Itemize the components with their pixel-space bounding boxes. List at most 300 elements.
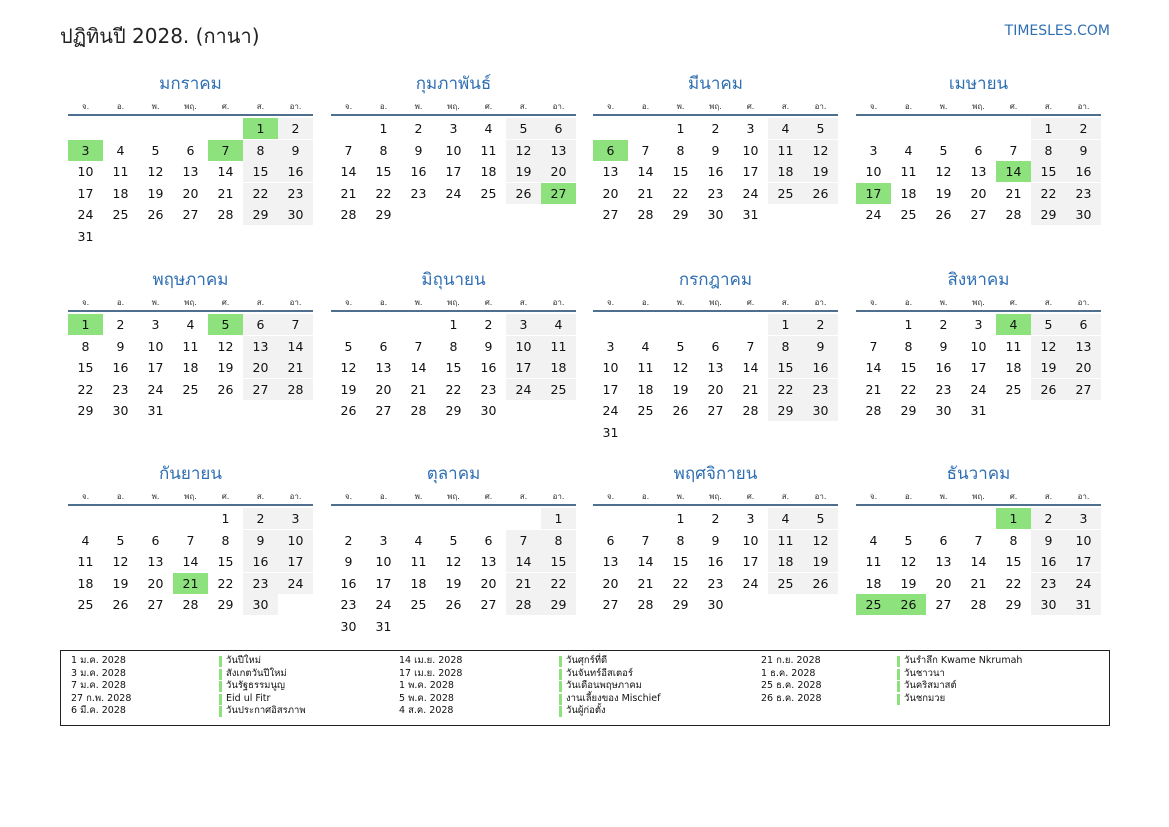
weekday-header: พ.	[939, 492, 948, 501]
day-cell: 12	[112, 554, 129, 570]
day-cell: 8	[379, 142, 388, 158]
day-cell: 15	[672, 554, 689, 570]
weekday-header: ศ.	[484, 102, 493, 111]
day-cell: 19	[803, 551, 838, 572]
days-grid	[593, 314, 838, 444]
legend-entry	[897, 680, 1022, 693]
day-cell: 20	[375, 381, 392, 397]
weekday-header: จ.	[344, 492, 353, 501]
legend-entry	[559, 705, 660, 718]
day-cell: 21	[742, 381, 759, 397]
day-cell: 30	[112, 403, 129, 419]
day-cell: 1	[676, 511, 685, 526]
day-cell: 31	[375, 619, 392, 634]
days-grid	[593, 118, 838, 248]
day-cell: 28	[637, 207, 654, 223]
day-cell: 18	[410, 575, 427, 591]
legend-holiday-name: วันรัฐธรรมนูญ	[226, 680, 286, 691]
day-cell: 19	[900, 575, 917, 591]
day-cell: 4	[869, 532, 878, 548]
legend-entry	[219, 655, 306, 668]
month-block	[68, 70, 313, 248]
day-cell: 5	[676, 338, 685, 354]
legend-holiday-name: วันรำลึก Kwame Nkrumah	[904, 655, 1023, 666]
legend-date: 26 ธ.ค. 2028	[761, 692, 822, 704]
day-cell: 16	[1066, 161, 1101, 182]
day-cell: 10	[742, 532, 759, 548]
weekday-header-row	[856, 488, 1101, 506]
day-cell: 19	[803, 161, 838, 182]
day-cell: 7	[506, 530, 541, 551]
day-cell: 18	[541, 357, 576, 378]
day-cell: 4	[641, 338, 650, 354]
day-cell: 14	[742, 360, 759, 376]
day-cell: 24	[375, 597, 392, 613]
day-cell: 4	[768, 508, 803, 529]
weekday-header: จ.	[869, 492, 878, 501]
day-cell: 23	[1066, 183, 1101, 204]
day-cell: 5	[904, 532, 913, 548]
day-cell: 24	[147, 381, 164, 397]
day-cell: 8	[541, 530, 576, 551]
day-cell: 26	[672, 403, 689, 419]
holiday-marker	[219, 694, 222, 705]
legend-name-column	[219, 655, 306, 718]
weekday-header-row	[68, 488, 313, 506]
weekday-header: ส.	[781, 492, 790, 501]
days-grid	[68, 508, 313, 638]
day-cell: 22	[768, 379, 803, 400]
weekday-header: จ.	[344, 298, 353, 307]
day-cell: 13	[1066, 336, 1101, 357]
day-cell: 29	[243, 204, 278, 225]
holiday-marker	[897, 681, 900, 692]
day-cell: 1	[768, 314, 803, 335]
day-cell: 26	[147, 207, 164, 223]
weekday-header-row	[331, 98, 576, 116]
day-cell: 4	[904, 142, 913, 158]
legend-holiday-name: สังเกตวันปีใหม่	[226, 667, 287, 679]
day-cell: 31	[147, 403, 164, 419]
day-cell: 4	[116, 142, 125, 158]
weekday-header: พฤ.	[709, 102, 722, 111]
legend-date: 21 ก.ย. 2028	[761, 655, 821, 666]
weekday-header-row	[593, 294, 838, 312]
day-cell: 2	[278, 118, 313, 139]
day-cell: 22	[541, 573, 576, 594]
weekday-header: ศ.	[746, 298, 755, 307]
day-cell: 29	[77, 403, 94, 419]
weekday-header: พ.	[676, 102, 685, 111]
day-cell: 18	[77, 575, 94, 591]
legend-holiday-name: วันปีใหม่	[226, 655, 262, 666]
holiday-marker	[559, 669, 562, 680]
days-grid	[68, 314, 313, 444]
weekday-header: ส.	[519, 298, 528, 307]
weekday-header: อา.	[289, 492, 302, 501]
day-cell: 27	[480, 597, 497, 613]
day-cell: 15	[375, 164, 392, 180]
day-cell: 20	[1066, 357, 1101, 378]
weekday-header: พ.	[676, 298, 685, 307]
weekday-header: พฤ.	[709, 298, 722, 307]
day-cell: 27	[1066, 379, 1101, 400]
holiday-day-cell: 1	[996, 508, 1031, 529]
day-cell: 20	[541, 161, 576, 182]
day-cell: 2	[1031, 508, 1066, 529]
weekday-header: ส.	[519, 492, 528, 501]
day-cell: 19	[147, 185, 164, 201]
day-cell: 3	[974, 317, 983, 332]
day-cell: 15	[445, 360, 462, 376]
day-cell: 16	[803, 357, 838, 378]
day-cell: 4	[768, 118, 803, 139]
day-cell: 22	[243, 183, 278, 204]
holiday-marker	[559, 656, 562, 667]
day-cell: 28	[970, 597, 987, 613]
day-cell: 25	[768, 573, 803, 594]
day-cell: 9	[484, 338, 493, 354]
weekday-header: อา.	[552, 298, 565, 307]
day-cell: 22	[1005, 575, 1022, 591]
weekday-header: ศ.	[746, 102, 755, 111]
day-cell: 25	[182, 381, 199, 397]
day-cell: 2	[711, 511, 720, 526]
day-cell: 23	[1031, 573, 1066, 594]
day-cell: 22	[445, 381, 462, 397]
month-block	[68, 460, 313, 638]
weekday-header-row	[331, 488, 576, 506]
day-cell: 10	[506, 336, 541, 357]
day-cell: 10	[602, 360, 619, 376]
day-cell: 5	[344, 338, 353, 354]
day-cell: 7	[641, 142, 650, 158]
day-cell: 6	[379, 338, 388, 354]
holiday-marker	[219, 681, 222, 692]
day-cell: 22	[375, 185, 392, 201]
holiday-legend	[60, 650, 1110, 726]
day-cell: 16	[112, 360, 129, 376]
day-cell: 23	[480, 381, 497, 397]
day-cell: 20	[935, 575, 952, 591]
day-cell: 22	[900, 381, 917, 397]
day-cell: 3	[379, 532, 388, 548]
weekday-header-row	[68, 98, 313, 116]
day-cell: 12	[445, 554, 462, 570]
weekday-header: อ.	[641, 492, 650, 501]
legend-holiday-name: วันชกมวย	[904, 692, 946, 704]
weekday-header: อา.	[814, 492, 827, 501]
month-name: มิถุนายน	[421, 270, 486, 290]
weekday-header: ศ.	[484, 298, 493, 307]
day-cell: 21	[278, 357, 313, 378]
weekday-header-row	[331, 294, 576, 312]
month-block	[593, 70, 838, 248]
day-cell: 13	[602, 164, 619, 180]
weekday-header: อา.	[289, 298, 302, 307]
legend-entry	[219, 680, 306, 693]
day-cell: 21	[865, 381, 882, 397]
day-cell: 17	[602, 381, 619, 397]
day-cell: 29	[672, 597, 689, 613]
day-cell: 9	[1066, 140, 1101, 161]
day-cell: 6	[1066, 314, 1101, 335]
day-cell: 22	[217, 575, 234, 591]
day-cell: 9	[278, 140, 313, 161]
day-cell: 14	[506, 551, 541, 572]
day-cell: 16	[340, 575, 357, 591]
legend-holiday-name: วันคริสมาสต์	[904, 680, 957, 691]
day-cell: 19	[935, 185, 952, 201]
weekday-header-row	[856, 98, 1101, 116]
day-cell: 9	[414, 142, 423, 158]
day-cell: 16	[480, 360, 497, 376]
day-cell: 12	[803, 530, 838, 551]
weekday-header: ศ.	[1009, 102, 1018, 111]
day-cell: 28	[742, 403, 759, 419]
day-cell: 5	[803, 508, 838, 529]
day-cell: 11	[865, 554, 882, 570]
day-cell: 21	[340, 185, 357, 201]
day-cell: 28	[182, 597, 199, 613]
legend-entry	[897, 693, 1022, 706]
day-cell: 2	[116, 317, 125, 332]
day-cell: 7	[746, 338, 755, 354]
legend-date: 6 มี.ค. 2028	[71, 705, 126, 716]
day-cell: 24	[742, 575, 759, 591]
day-cell: 16	[410, 164, 427, 180]
day-cell: 2	[414, 121, 423, 136]
day-cell: 17	[742, 164, 759, 180]
day-cell: 15	[672, 164, 689, 180]
holiday-day-cell: 1	[68, 314, 103, 335]
weekday-header: ส.	[1044, 492, 1053, 501]
day-cell: 7	[278, 314, 313, 335]
day-cell: 15	[541, 551, 576, 572]
month-block	[68, 266, 313, 444]
legend-holiday-name: วันศุกร์ที่ดี	[566, 655, 608, 666]
day-cell: 26	[445, 597, 462, 613]
day-cell: 13	[541, 140, 576, 161]
day-cell: 27	[970, 207, 987, 223]
legend-date: 7 ม.ค. 2028	[71, 680, 126, 691]
weekday-header: อา.	[1077, 298, 1090, 307]
holiday-day-cell: 14	[996, 161, 1031, 182]
day-cell: 21	[1005, 185, 1022, 201]
day-cell: 4	[186, 317, 195, 332]
day-cell: 30	[340, 619, 357, 634]
day-cell: 20	[602, 185, 619, 201]
day-cell: 1	[449, 317, 458, 332]
day-cell: 2	[803, 314, 838, 335]
day-cell: 27	[602, 207, 619, 223]
day-cell: 16	[243, 551, 278, 572]
weekday-header: อา.	[1077, 102, 1090, 111]
legend-date: 25 ธ.ค. 2028	[761, 680, 822, 691]
day-cell: 25	[541, 379, 576, 400]
day-cell: 14	[637, 554, 654, 570]
weekday-header: พฤ.	[972, 102, 985, 111]
legend-name-column	[559, 655, 660, 718]
day-cell: 19	[1031, 357, 1066, 378]
day-cell: 8	[81, 338, 90, 354]
day-cell: 17	[375, 575, 392, 591]
day-cell: 26	[112, 597, 129, 613]
legend-date: 17 เม.ย. 2028	[399, 667, 463, 679]
day-cell: 6	[243, 314, 278, 335]
day-cell: 2	[484, 317, 493, 332]
day-cell: 7	[344, 142, 353, 158]
legend-entry	[897, 668, 1022, 681]
day-cell: 29	[672, 207, 689, 223]
legend-holiday-name: งานเลี้ยงของ Mischief	[566, 692, 661, 704]
day-cell: 25	[410, 597, 427, 613]
weekday-header: อ.	[641, 298, 650, 307]
day-cell: 8	[1031, 140, 1066, 161]
day-cell: 31	[742, 207, 759, 223]
weekday-header: จ.	[81, 102, 90, 111]
legend-holiday-name: วันจันทร์อีสเตอร์	[566, 667, 633, 679]
day-cell: 28	[1005, 207, 1022, 223]
day-cell: 15	[243, 161, 278, 182]
day-cell: 10	[278, 530, 313, 551]
day-cell: 16	[1031, 551, 1066, 572]
day-cell: 26	[340, 403, 357, 419]
holiday-marker	[559, 694, 562, 705]
legend-holiday-name: Eid ul Fitr	[226, 692, 271, 704]
day-cell: 3	[506, 314, 541, 335]
day-cell: 28	[637, 597, 654, 613]
day-cell: 11	[182, 338, 199, 354]
day-cell: 30	[480, 403, 497, 419]
day-cell: 28	[217, 207, 234, 223]
day-cell: 21	[637, 185, 654, 201]
day-cell: 27	[602, 597, 619, 613]
weekday-header: อ.	[379, 492, 388, 501]
weekday-header: จ.	[81, 298, 90, 307]
day-cell: 29	[900, 403, 917, 419]
weekday-header: ส.	[256, 298, 265, 307]
day-cell: 16	[278, 161, 313, 182]
day-cell: 23	[243, 573, 278, 594]
day-cell: 31	[602, 425, 619, 440]
holiday-marker	[559, 706, 562, 717]
day-cell: 17	[970, 360, 987, 376]
day-cell: 1	[1031, 118, 1066, 139]
days-grid	[856, 118, 1101, 248]
weekday-header: อ.	[116, 298, 125, 307]
day-cell: 16	[935, 360, 952, 376]
day-cell: 3	[746, 511, 755, 526]
legend-entry	[897, 655, 1022, 668]
day-cell: 11	[637, 360, 654, 376]
day-cell: 9	[344, 554, 353, 570]
day-cell: 27	[935, 597, 952, 613]
weekday-header: อา.	[552, 102, 565, 111]
weekday-header: จ.	[606, 102, 615, 111]
day-cell: 8	[768, 336, 803, 357]
day-cell: 20	[707, 381, 724, 397]
month-name: มกราคม	[159, 74, 222, 94]
day-cell: 3	[1066, 508, 1101, 529]
day-cell: 3	[869, 142, 878, 158]
weekday-header: พ.	[151, 298, 160, 307]
day-cell: 24	[865, 207, 882, 223]
day-cell: 5	[1031, 314, 1066, 335]
weekday-header: ส.	[1044, 298, 1053, 307]
month-name: กรกฎาคม	[678, 270, 753, 290]
day-cell: 10	[865, 164, 882, 180]
day-cell: 12	[217, 338, 234, 354]
month-block	[331, 460, 576, 638]
day-cell: 5	[116, 532, 125, 548]
day-cell: 28	[506, 594, 541, 615]
weekday-header: ส.	[256, 492, 265, 501]
day-cell: 14	[182, 554, 199, 570]
day-cell: 10	[445, 142, 462, 158]
weekday-header-row	[68, 294, 313, 312]
day-cell: 31	[1066, 594, 1101, 615]
month-name: สิงหาคม	[947, 270, 1010, 290]
weekday-header: อา.	[814, 102, 827, 111]
weekday-header: พ.	[939, 298, 948, 307]
day-cell: 21	[410, 381, 427, 397]
day-cell: 23	[707, 185, 724, 201]
days-grid	[68, 118, 313, 248]
day-cell: 24	[445, 185, 462, 201]
day-cell: 13	[147, 554, 164, 570]
holiday-marker	[219, 669, 222, 680]
day-cell: 18	[480, 164, 497, 180]
weekday-header: พฤ.	[972, 298, 985, 307]
day-cell: 5	[939, 142, 948, 158]
days-grid	[856, 314, 1101, 444]
day-cell: 13	[935, 554, 952, 570]
month-block	[593, 460, 838, 638]
day-cell: 17	[147, 360, 164, 376]
day-cell: 13	[243, 336, 278, 357]
weekday-header: ส.	[781, 298, 790, 307]
day-cell: 14	[217, 164, 234, 180]
legend-date: 5 พ.ค. 2028	[399, 692, 454, 704]
day-cell: 12	[935, 164, 952, 180]
day-cell: 8	[221, 532, 230, 548]
weekday-header: อ.	[116, 102, 125, 111]
legend-date: 1 ม.ค. 2028	[71, 655, 126, 666]
day-cell: 13	[970, 164, 987, 180]
brand-link[interactable]: TIMESLES.COM	[1004, 23, 1110, 39]
month-name: กุมภาพันธ์	[415, 74, 492, 94]
day-cell: 4	[484, 121, 493, 136]
day-cell: 23	[935, 381, 952, 397]
day-cell: 26	[803, 183, 838, 204]
day-cell: 29	[375, 207, 392, 223]
day-cell: 18	[112, 185, 129, 201]
day-cell: 15	[900, 360, 917, 376]
day-cell: 5	[151, 142, 160, 158]
day-cell: 7	[974, 532, 983, 548]
day-cell: 1	[379, 121, 388, 136]
day-cell: 7	[641, 532, 650, 548]
day-cell: 28	[410, 403, 427, 419]
month-name: มีนาคม	[688, 74, 743, 94]
legend-entry	[219, 693, 306, 706]
day-cell: 30	[803, 400, 838, 421]
day-cell: 11	[900, 164, 917, 180]
day-cell: 19	[217, 360, 234, 376]
day-cell: 15	[768, 357, 803, 378]
weekday-header: ศ.	[221, 298, 230, 307]
